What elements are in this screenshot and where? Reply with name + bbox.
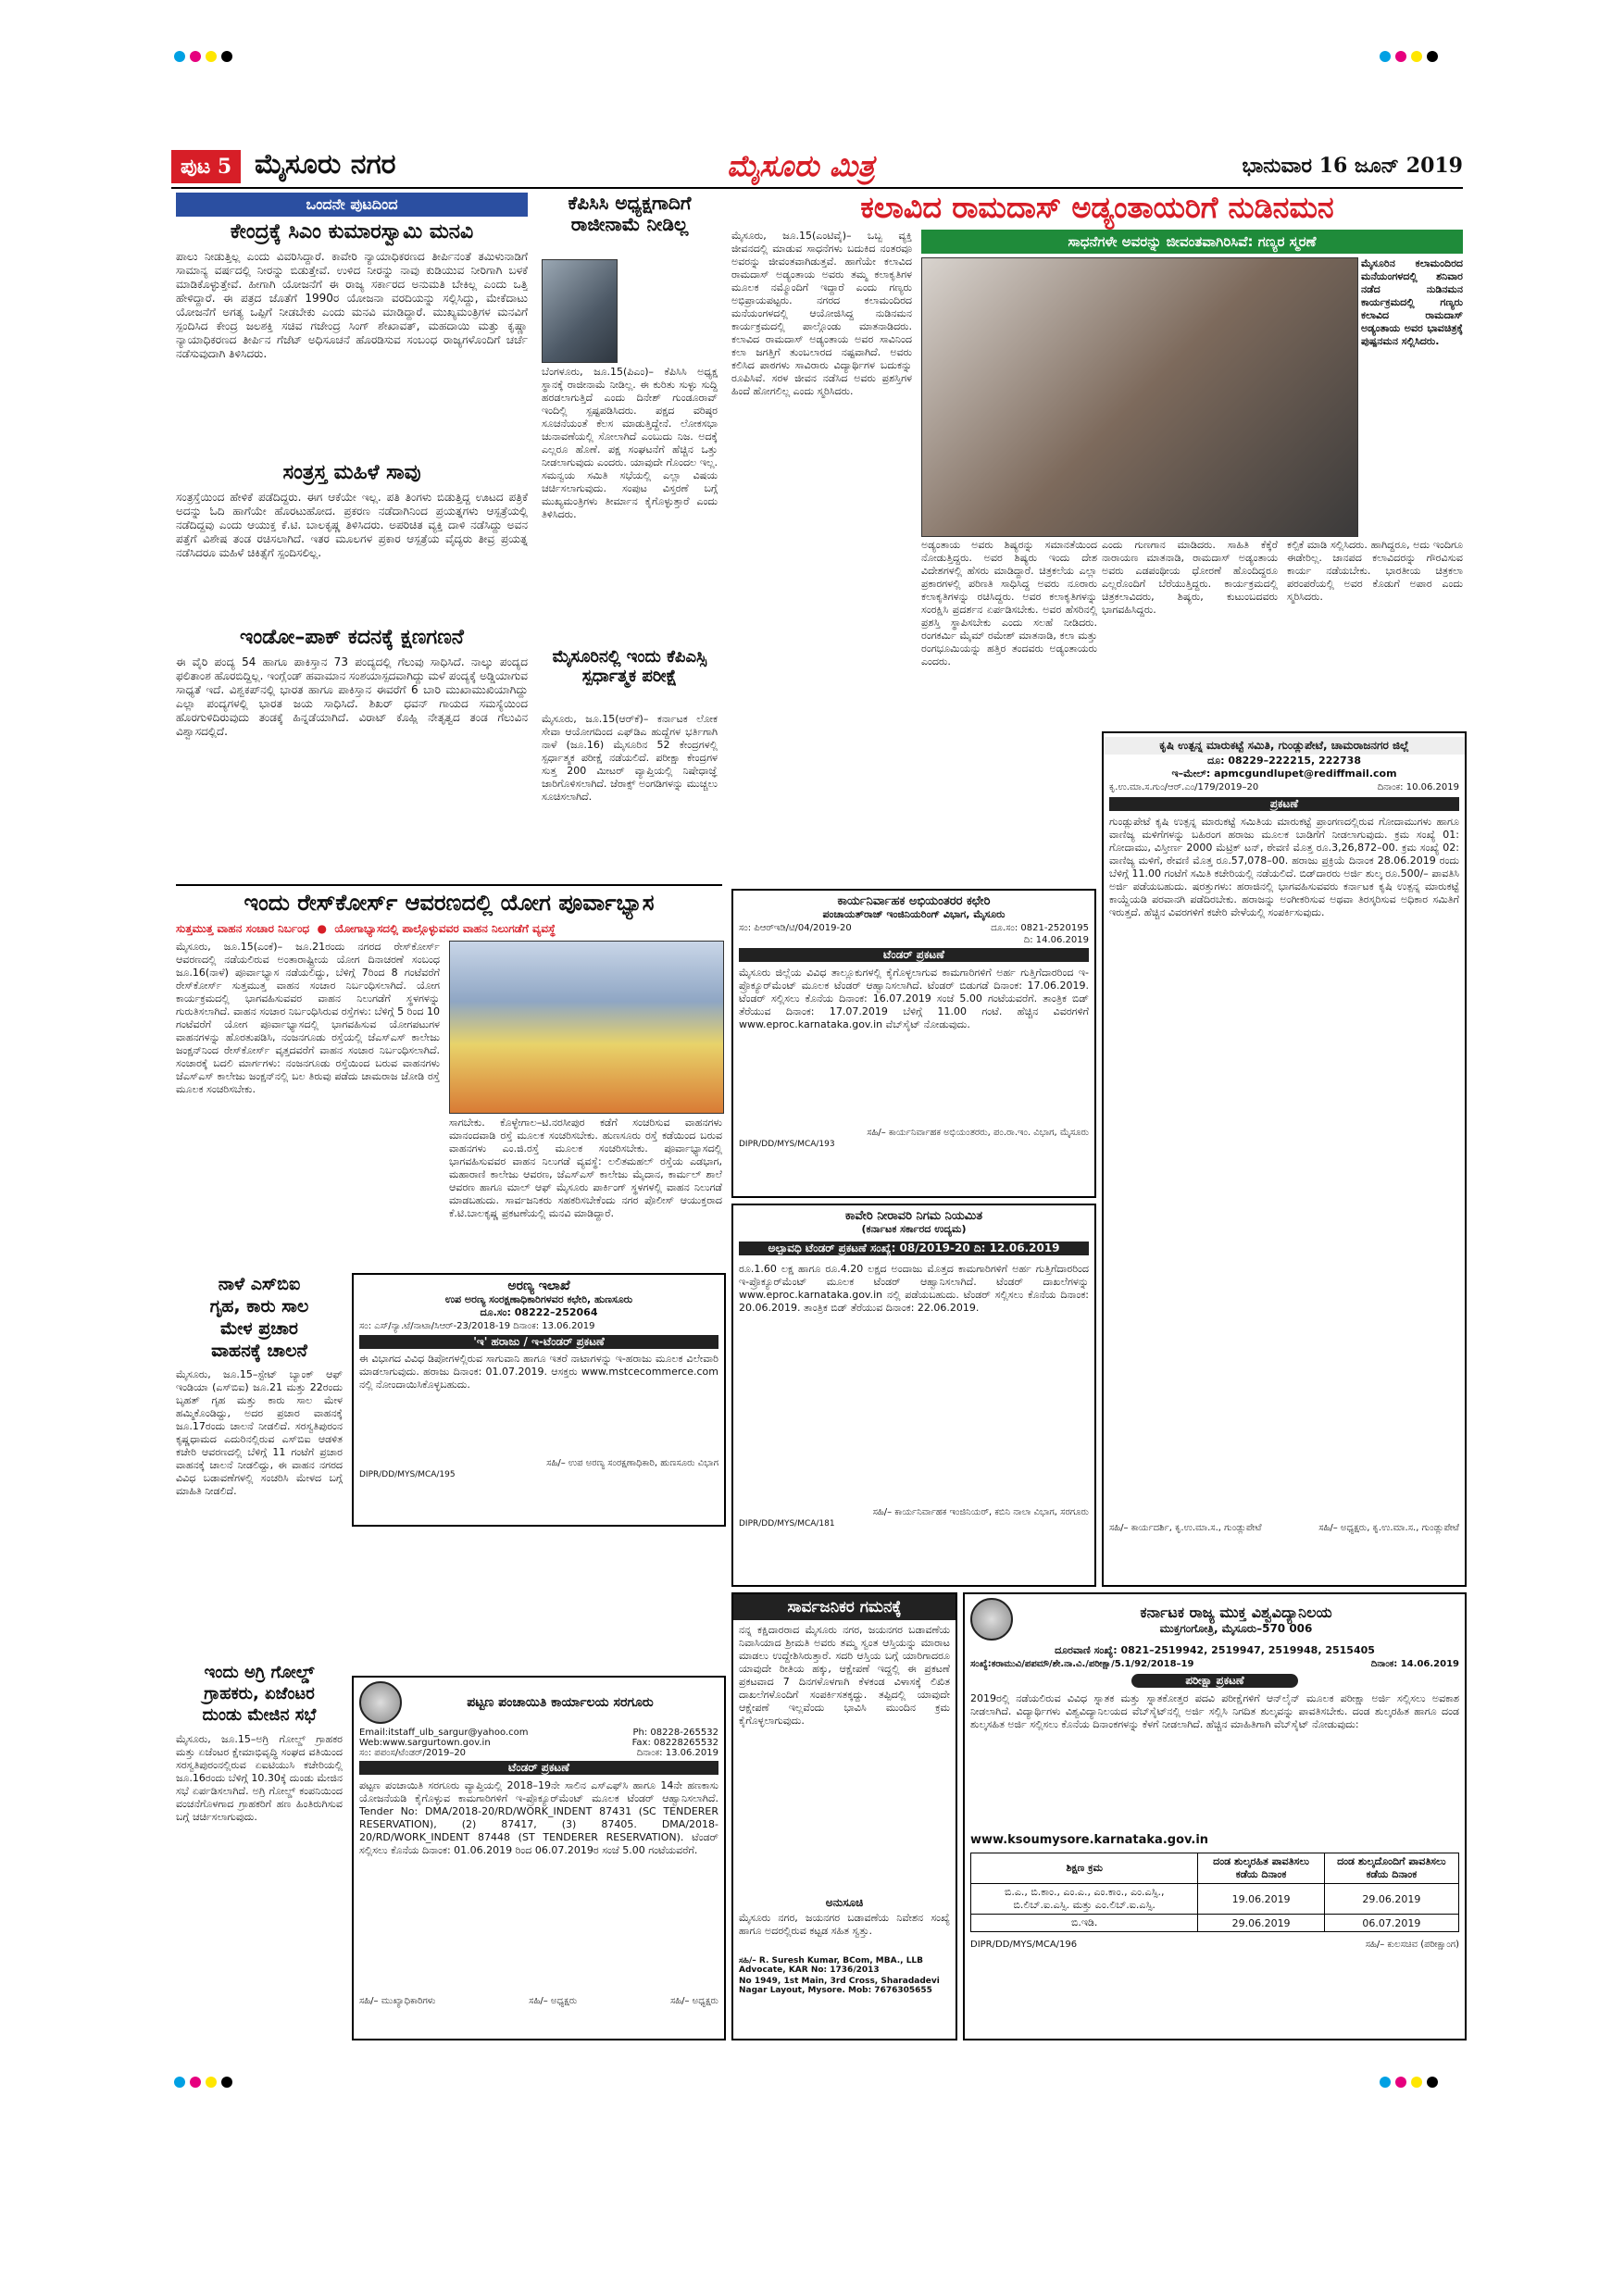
university-date: ದಿನಾಂಕ: 14.06.2019 <box>1370 1659 1459 1669</box>
table-header-date2: ದಂಡ ಶುಲ್ಕದೊಂದಿಗೆ ಪಾವತಿಸಲು ಕಡೆಯ ದಿನಾಂಕ <box>1324 1853 1458 1884</box>
table-row <box>971 1915 1459 1932</box>
tribute-subheadline: ಸಾಧನೆಗಳೇ ಅವರನ್ನು ಜೀವಂತವಾಗಿರಿಸಿವೆ: ಗಣ್ಯರ ಸ್ಮರಣೆ <box>921 230 1463 254</box>
section-title: ಮೈಸೂರು ನಗರ <box>255 148 396 181</box>
agri-market-ad <box>1102 731 1467 1587</box>
panchayat-sign-left: ಸಹಿ/– ಮುಖ್ಯಾಧಿಕಾರಿಗಳು <box>359 1996 436 2006</box>
public-notice-schedule: ಮೈಸೂರು ನಗರ, ಜಯನಗರ ಬಡಾವಣೆಯ ನಿವೇಶನ ಸಂಖ್ಯೆ ಹಾಗೂ ಅದರಲ್ಲಿರುವ ಕಟ್ಟಡ ಸಹಿತ ಸ್ವತ್ತು. <box>739 1912 950 1937</box>
tender1-subtitle: ಪಂಚಾಯತ್‌ರಾಜ್ ಇಂಜಿನಿಯರಿಂಗ್ ವಿಭಾಗ, ಮೈಸೂರು <box>822 908 1006 920</box>
panchayat-sign-mid: ಸಹಿ/– ಅಧ್ಯಕ್ಷರು <box>529 1996 578 2006</box>
agri-market-band: ಪ್ರಕಟಣೆ <box>1109 797 1459 811</box>
panchayat-email: Email:itstaff_ulb_sargur@yahoo.com <box>359 1728 529 1738</box>
tender2-subtitle: (ಕರ್ನಾಟಕ ಸರ್ಕಾರದ ಉದ್ಯಮ) <box>861 1223 967 1235</box>
yoga-top-rule <box>176 884 722 886</box>
tender1-ad <box>731 889 1096 1198</box>
tribute-headline: ಕಲಾವಿದ ರಾಮದಾಸ್ ಅಡ್ಯಂತಾಯರಿಗೆ ನುಡಿನಮನ <box>860 190 1334 225</box>
university-website: www.ksoumysore.karnataka.gov.in <box>970 1833 1209 1847</box>
public-notice-body: ನನ್ನ ಕಕ್ಷಿದಾರರಾದ ಮೈಸೂರು ನಗರ, ಜಯನಗರ ಬಡಾವಣೆಯ ನಿವಾಸಿಯಾದ ಶ್ರೀಮತಿ ಅವರು ತಮ್ಮ ಸ್ವಂತ ಆಸ್ತಿಯನ್ನು ಮಾರಾಟ ಮಾಡಲು ಉದ್ದೇಶಿಸಿರುತ್ತಾರೆ. ಸದರಿ ಆಸ್ತಿಯ ಬಗ್ಗೆ ಯಾರಿಗಾದರೂ ಯಾವುದೇ ರೀತಿಯ ಹಕ್ಕು, ಆಕ್ಷೇಪಣೆ ಇದ್ದಲ್ಲಿ ಈ ಪ್ರಕಟಣೆ ಪ್ರಕಟವಾದ 7 ದಿನಗಳೊಳಗಾಗಿ ಕೆಳಕಂಡ ವಿಳಾಸಕ್ಕೆ ಲಿಖಿತ ದಾಖಲೆಗಳೊಂದಿಗೆ ಸಂಪರ್ಕಿಸತಕ್ಕದ್ದು. ತಪ್ಪಿದಲ್ಲಿ ಯಾವುದೇ ಆಕ್ಷೇಪಣೆ ಇಲ್ಲವೆಂದು ಭಾವಿಸಿ ಮುಂದಿನ ಕ್ರಮ ಕೈಗೊಳ್ಳಲಾಗುವುದು. <box>739 1624 950 1727</box>
university-ad <box>963 1592 1467 2040</box>
forest-ad-subtitle: ಉಪ ಅರಣ್ಯ ಸಂರಕ್ಷಣಾಧಿಕಾರಿಗಳವರ ಕಛೇರಿ, ಹುಣಸೂರು <box>444 1293 633 1305</box>
panchayat-web: Web:www.sargurtown.gov.in <box>359 1738 491 1748</box>
public-notice-sign: ಸಹಿ/– R. Suresh Kumar, BCom, MBA., LLB Advocate, KAR No: 1736/2013 <box>739 1956 924 1975</box>
agri-headline-line-2: ಗ್ರಾಹಕರು, ಏಜೆಂಟರ <box>204 1684 315 1703</box>
table-cell-course: ಬಿ.ಇಡಿ. <box>971 1915 1198 1932</box>
cm-body: ಪಾಲು ನೀಡುತ್ತಿಲ್ಲ ಎಂದು ವಿವರಿಸಿದ್ದಾರೆ. ಕಾವೇರಿ ನ್ಯಾಯಾಧಿಕರಣದ ತೀರ್ಪಿನಂತೆ ತಮಿಳುನಾಡಿಗೆ ಸಾಮಾನ್ಯ ವರ್ಷದಲ್ಲಿ ನೀರನ್ನು ಬಿಡುತ್ತೇವೆ. ಉಳಿದ ನೀರನ್ನು ನಾವು ಕುಡಿಯುವ ನೀರಿಗಾಗಿ ಬಳಕೆ ಮಾಡಿಕೊಳ್ಳುತ್ತೇವೆ. ಹೀಗಾಗಿ ಯೋಜನೆಗೆ ಈ ರಾಜ್ಯ ಸರ್ಕಾರದ ಅನುಮತಿ ಬೇಕಿಲ್ಲ ಎಂದು ಒತ್ತಿ ಹೇಳಿದ್ದಾರೆ. ಈ ಪತ್ರದ ಜೊತೆಗೆ 1990ರ ಯೋಜನಾ ವರದಿಯನ್ನು ಸಲ್ಲಿಸಿದ್ದು, ಮೇಕೆದಾಟು ಯೋಜನೆಗೆ ಅಗತ್ಯ ಒಪ್ಪಿಗೆ ನೀಡಬೇಕು ಎಂದು ಮನವಿ ಮಾಡಿದ್ದಾರೆ. ಮುಖ್ಯಮಂತ್ರಿಗಳ ಮನವಿಗೆ ಸ್ಪಂದಿಸಿದ ಕೇಂದ್ರ ಜಲಶಕ್ತಿ ಸಚಿವ ಗಜೇಂದ್ರ ಸಿಂಗ್ ಶೇಖಾವತ್, ಮಹದಾಯಿ ಮತ್ತು ಕೃಷ್ಣಾ ನ್ಯಾಯಾಧಿಕರಣದ ತೀರ್ಪಿನ ಗೆಜೆಟ್ ಅಧಿಸೂಚನೆ ಹೊರಡಿಸುವ ಸಂಬಂಧ ರಾಜ್ಯಗಳೊಂದಿಗೆ ಚರ್ಚೆ ನಡೆಸುವುದಾಗಿ ತಿಳಿಸಿದರು. <box>176 250 528 360</box>
issue-date: ಭಾನುವಾರ 16 ಜೂನ್ 2019 <box>1242 154 1463 178</box>
agri-market-date: ದಿನಾಂಕ: 10.06.2019 <box>1377 782 1459 792</box>
cm-headline: ಕೇಂದ್ರಕ್ಕೆ ಸಿಎಂ ಕುಮಾರಸ್ವಾಮಿ ಮನವಿ <box>230 220 474 243</box>
table-header-date1: ದಂಡ ಶುಲ್ಕರಹಿತ ಪಾವತಿಸಲು ಕಡೆಯ ದಿನಾಂಕ <box>1198 1853 1324 1884</box>
forest-ad-phone: ದೂ.ಸಂ: 08222–252064 <box>480 1306 598 1318</box>
kpcc-portrait-photo <box>542 259 618 363</box>
agri-market-ref: ಕೃ.ಉ.ಮಾ.ಸ.ಗುಂ/ಆರ್.ಎಂ/179/2019–20 <box>1109 782 1259 792</box>
table-cell-date1: 29.06.2019 <box>1198 1915 1324 1932</box>
university-title: ಕರ್ನಾಟಕ ರಾಜ್ಯ ಮುಕ್ತ ವಿಶ್ವವಿದ್ಯಾನಿಲಯ <box>1140 1603 1332 1621</box>
agri-market-title: ಕೃಷಿ ಉತ್ಪನ್ನ ಮಾರುಕಟ್ಟೆ ಸಮಿತಿ, ಗುಂಡ್ಲುಪೇಟೆ, ಚಾಮರಾಜನಗರ ಜಿಲ್ಲೆ <box>1104 737 1465 755</box>
tender1-date: ದಿ: 14.06.2019 <box>1023 935 1089 945</box>
panchayat-seal <box>359 1681 402 1724</box>
panchayat-ref: ಸಂ: ಪಪಂಸ/ಟೆಂಡರ್/2019–20 <box>359 1748 467 1758</box>
panchayat-date: ದಿನಾಂಕ: 13.06.2019 <box>636 1748 718 1758</box>
panchayat-ad-title: ಪಟ್ಟಣ ಪಂಚಾಯಿತಿ ಕಾರ್ಯಾಲಯ ಸರಗೂರು <box>467 1695 654 1710</box>
masthead: ಮೈಸೂರು ಮಿತ್ರ <box>727 148 875 183</box>
agri-market-body: ಗುಂಡ್ಲುಪೇಟೆ ಕೃಷಿ ಉತ್ಪನ್ನ ಮಾರುಕಟ್ಟೆ ಸಮಿತಿಯ ಮಾರುಕಟ್ಟೆ ಪ್ರಾಂಗಣದಲ್ಲಿರುವ ಗೋದಾಮುಗಳು ಹಾಗೂ ವಾಣಿಜ್ಯ ಮಳಿಗೆಗಳನ್ನು ಬಹಿರಂಗ ಹರಾಜು ಮೂಲಕ ಬಾಡಿಗೆಗೆ ನೀಡಲಾಗುವುದು. ಕ್ರಮ ಸಂಖ್ಯೆ 01: ಗೋದಾಮು, ವಿಸ್ತೀರ್ಣ 2000 ಮೆಟ್ರಿಕ್ ಟನ್, ಠೇವಣಿ ಮೊತ್ತ ರೂ.3,26,872–00. ಕ್ರಮ ಸಂಖ್ಯೆ 02: ವಾಣಿಜ್ಯ ಮಳಿಗೆ, ಠೇವಣಿ ಮೊತ್ತ ರೂ.57,078–00. ಹರಾಜು ಪ್ರಕ್ರಿಯೆ ದಿನಾಂಕ 28.06.2019 ರಂದು ಬೆಳಿಗ್ಗೆ 11.00 ಗಂಟೆಗೆ ಸಮಿತಿ ಕಚೇರಿಯಲ್ಲಿ ನಡೆಯಲಿದೆ. ಬಿಡ್‌ದಾರರು ಅರ್ಜಿ ಶುಲ್ಕ ರೂ.500/– ಪಾವತಿಸಿ ಅರ್ಜಿ ಪಡೆಯಬಹುದು. ಷರತ್ತುಗಳು: ಹರಾಜಿನಲ್ಲಿ ಭಾಗವಹಿಸುವವರು ಕರ್ನಾಟಕ ಕೃಷಿ ಉತ್ಪನ್ನ ಮಾರುಕಟ್ಟೆ ಕಾಯ್ದೆಯಡಿ ಪರವಾನಗಿ ಪಡೆದಿರಬೇಕು. ಹರಾಜನ್ನು ಅಂಗೀಕರಿಸುವ ಅಥವಾ ತಿರಸ್ಕರಿಸುವ ಅಧಿಕಾರ ಸಮಿತಿಗೆ ಇರುತ್ತದೆ. ಹೆಚ್ಚಿನ ವಿವರಗಳಿಗೆ ಕಚೇರಿ ವೇಳೆಯಲ್ಲಿ ಸಂಪರ್ಕಿಸುವುದು. <box>1109 816 1459 918</box>
continuation-bar: ಒಂದನೇ ಪುಟದಿಂದ <box>176 193 528 217</box>
panchayat-sign-right: ಸಹಿ/– ಅಧ್ಯಕ್ಷರು <box>669 1996 718 2006</box>
table-cell-course: ಬಿ.ಎ., ಬಿ.ಕಾಂ., ಎಂ.ಎ., ಎಂ.ಕಾಂ., ಎಂ.ಎಸ್ಸಿ., ಬಿ.ಲಿಬ್.ಐ.ಎಸ್ಸಿ. ಮತ್ತು ಎಂ.ಲಿಬ್.ಐ.ಎಸ್ಸಿ. <box>971 1884 1198 1915</box>
yoga-kickers: ಸುತ್ತಮುತ್ತ ವಾಹನ ಸಂಚಾರ ನಿರ್ಬಂಧ ● ಯೋಗಾಭ್ಯಾಸದಲ್ಲಿ ಪಾಲ್ಗೊಳ್ಳುವವರ ವಾಹನ ನಿಲುಗಡೆಗೆ ವ್ಯವಸ್ಥೆ <box>176 922 556 935</box>
agri-market-sign-left: ಸಹಿ/– ಕಾರ್ಯದರ್ಶಿ, ಕೃ.ಉ.ಮಾ.ಸ., ಗುಂಡ್ಲುಪೇಟೆ <box>1109 1523 1262 1533</box>
bank-body: ಮೈಸೂರು, ಜೂ.15–ಸ್ಟೇಟ್ ಬ್ಯಾಂಕ್ ಆಫ್ ಇಂಡಿಯಾ (ಎಸ್‌ಬಿಐ) ಜೂ.21 ಮತ್ತು 22ರಂದು ಬೃಹತ್ ಗೃಹ ಮತ್ತು ಕಾರು ಸಾಲ ಮೇಳ ಹಮ್ಮಿಕೊಂಡಿದ್ದು, ಅದರ ಪ್ರಚಾರ ವಾಹನಕ್ಕೆ ಜೂ.17ರಂದು ಚಾಲನೆ ನೀಡಲಿದೆ. ಸರಸ್ವತಿಪುರಂನ ಕೃಷ್ಣಧಾಮದ ಎದುರಿನಲ್ಲಿರುವ ಎಸ್‌ಬಿಐ ಆಡಳಿತ ಕಚೇರಿ ಆವರಣದಲ್ಲಿ ಬೆಳಿಗ್ಗೆ 11 ಗಂಟೆಗೆ ಪ್ರಚಾರ ವಾಹನಕ್ಕೆ ಚಾಲನೆ ನೀಡಲಿದ್ದು, ಈ ವಾಹನ ನಗರದ ವಿವಿಧ ಬಡಾವಣೆಗಳಲ್ಲಿ ಸಂಚರಿಸಿ ಮೇಳದ ಬಗ್ಗೆ ಮಾಹಿತಿ ನೀಡಲಿದೆ. <box>176 1368 343 1497</box>
kpcc-body: ಬೆಂಗಳೂರು, ಜೂ.15(ಪಿಎಂ)– ಕೆಪಿಸಿಸಿ ಅಧ್ಯಕ್ಷ ಸ್ಥಾನಕ್ಕೆ ರಾಜೀನಾಮೆ ನೀಡಿಲ್ಲ. ಈ ಕುರಿತು ಸುಳ್ಳು ಸುದ್ದಿ ಹರಡಲಾಗುತ್ತಿದೆ ಎಂದು ದಿನೇಶ್ ಗುಂಡೂರಾವ್ ಇಂದಿಲ್ಲಿ ಸ್ಪಷ್ಟಪಡಿಸಿದರು. ಪಕ್ಷದ ವರಿಷ್ಠರ ಸೂಚನೆಯಂತೆ ಕೆಲಸ ಮಾಡುತ್ತಿದ್ದೇನೆ. ಲೋಕಸಭಾ ಚುನಾವಣೆಯಲ್ಲಿ ಸೋಲಾಗಿದೆ ಎಂಬುದು ನಿಜ. ಅದಕ್ಕೆ ಎಲ್ಲರೂ ಹೊಣೆ. ಪಕ್ಷ ಸಂಘಟನೆಗೆ ಹೆಚ್ಚಿನ ಒತ್ತು ನೀಡಲಾಗುವುದು ಎಂದರು. ಯಾವುದೇ ಗೊಂದಲ ಇಲ್ಲ. ಸಮನ್ವಯ ಸಮಿತಿ ಸಭೆಯಲ್ಲಿ ಎಲ್ಲಾ ವಿಷಯ ಚರ್ಚಿಸಲಾಗುವುದು. ಸಂಪುಟ ವಿಸ್ತರಣೆ ಬಗ್ಗೆ ಮುಖ್ಯಮಂತ್ರಿಗಳು ತೀರ್ಮಾನ ಕೈಗೊಳ್ಳುತ್ತಾರೆ ಎಂದು ತಿಳಿಸಿದರು. <box>542 366 718 520</box>
university-code: DIPR/DD/MYS/MCA/196 <box>970 1940 1078 1950</box>
forest-ad-ref: ಸಂ: ಎಸ್/ನ್ಯಾ.ಟೆ/ನಾಟಾ/ಸಿಆರ್-23/2018-19 ದಿನಾಂಕ: 13.06.2019 <box>359 1321 595 1331</box>
tender2-body: ರೂ.1.60 ಲಕ್ಷ ಹಾಗೂ ರೂ.4.20 ಲಕ್ಷದ ಅಂದಾಜು ಮೊತ್ತದ ಕಾಮಗಾರಿಗಳಿಗೆ ಅರ್ಹ ಗುತ್ತಿಗೆದಾರರಿಂದ ಇ-ಪ್ರೊಕ್ಯೂರ್‌ಮೆಂಟ್ ಮೂಲಕ ಟೆಂಡರ್ ಆಹ್ವಾನಿಸಲಾಗಿದೆ. ಟೆಂಡರ್ ದಾಖಲೆಗಳನ್ನು www.eproc.karnataka.gov.in ನಲ್ಲಿ ಪಡೆಯಬಹುದು. ಟೆಂಡರ್ ಸಲ್ಲಿಸಲು ಕೊನೆಯ ದಿನಾಂಕ: 20.06.2019. ತಾಂತ್ರಿಕ ಬಿಡ್ ತೆರೆಯುವ ದಿನಾಂಕ: 22.06.2019. <box>739 1263 1089 1314</box>
panchayat-phone: Ph: 08228-265532 <box>632 1728 718 1738</box>
panchayat-body: ಪಟ್ಟಣ ಪಂಚಾಯಿತಿ ಸರಗೂರು ವ್ಯಾಪ್ತಿಯಲ್ಲಿ 2018–19ನೇ ಸಾಲಿನ ಎಸ್‌ಎಫ್‌ಸಿ ಹಾಗೂ 14ನೇ ಹಣಕಾಸು ಯೋಜನೆಯಡಿ ಕೈಗೊಳ್ಳುವ ಕಾಮಗಾರಿಗಳಿಗೆ ಇ-ಪ್ರೊಕ್ಯೂರ್‌ಮೆಂಟ್ ಮೂಲಕ ಟೆಂಡರ್ ಆಹ್ವಾನಿಸಲಾಗಿದೆ. Tender No: DMA/2018-20/RD/WORK_INDENT 87431 (SC TENDERER RESERVATION), (2) 87417, (3) 87405. DMA/2018-20/RD/WORK_INDENT 87448 (ST TENDERER RESERVATION). ಟೆಂಡರ್ ಸಲ್ಲಿಸಲು ಕೊನೆಯ ದಿನಾಂಕ: 01.06.2019 ರಿಂದ 06.07.2019ರ ಸಂಜೆ 5.00 ಗಂಟೆಯವರೆಗೆ. <box>359 1779 718 1856</box>
university-band: ಪರೀಕ್ಷಾ ಪ್ರಕಟಣೆ <box>1131 1674 1298 1688</box>
tribute-body-right: ಎಂದು ಗುಣಗಾನ ಮಾಡಿದರು. ಸಾಹಿತಿ ಕೆಕ್ಕೆರೆ ನಾರಾಯಣ ಮಾತನಾಡಿ, ರಾಮದಾಸ್ ಅಡ್ಯಂತಾಯ ಅವರು ಎಡಪಂಥೀಯ ಧೋರಣೆ ಹೊಂದಿದ್ದರೂ ಎಲ್ಲರೊಂದಿಗೆ ಬೆರೆಯುತ್ತಿದ್ದರು. ಕಾರ್ಯಕ್ರಮದಲ್ಲಿ ಚಿತ್ರಕಲಾವಿದರು, ಶಿಷ್ಯರು, ಕುಟುಂಬದವರು ಭಾಗವಹಿಸಿದ್ದರು. <box>1102 539 1278 616</box>
tribute-caption: ಮೈಸೂರಿನ ಕಲಾಮಂದಿರದ ಮನೆಯಂಗಳದಲ್ಲಿ ಶನಿವಾರ ನಡೆದ ನುಡಿನಮನ ಕಾರ್ಯಕ್ರಮದಲ್ಲಿ ಗಣ್ಯರು ಕಲಾವಿದ ರಾಮದಾಸ್ ಅಡ್ಯಂತಾಯ ಅವರ ಭಾವಚಿತ್ರಕ್ಕೆ ಪುಷ್ಪನಮನ ಸಲ್ಲಿಸಿದರು. <box>1361 257 1463 347</box>
agri-market-sign-right: ಸಹಿ/– ಅಧ್ಯಕ್ಷರು, ಕೃ.ಉ.ಮಾ.ಸ., ಗುಂಡ್ಲುಪೇಟೆ <box>1318 1523 1459 1533</box>
registration-marks-top <box>174 48 237 66</box>
tribute-event-photo <box>921 257 1358 537</box>
yoga-headline: ಇಂದು ರೇಸ್‌ಕೋರ್ಸ್ ಆವರಣದಲ್ಲಿ ಯೋಗ ಪೂರ್ವಾಭ್ಯಾಸ <box>244 890 655 916</box>
tender1-band: ಟೆಂಡರ್ ಪ್ರಕಟಣೆ <box>739 948 1089 962</box>
kpcc-headline: ಕೆಪಿಸಿಸಿ ಅಧ್ಯಕ್ಷಗಾದಿಗೆ ರಾಜೀನಾಮೆ ನೀಡಿಲ್ಲ <box>568 192 692 235</box>
public-notice-schedule-title: ಅನುಸೂಚಿ <box>825 1896 864 1909</box>
bank-headline-line-2: ಗೃಹ, ಕಾರು ಸಾಲ <box>209 1296 309 1316</box>
bank-headline <box>176 1273 343 1362</box>
agri-body: ಮೈಸೂರು, ಜೂ.15–ಅಗ್ರಿ ಗೋಲ್ಡ್ ಗ್ರಾಹಕರ ಮತ್ತು ಏಜೆಂಟರ ಕ್ಷೇಮಾಭಿವೃದ್ಧಿ ಸಂಘದ ವತಿಯಿಂದ ಸರಸ್ವತಿಪುರಂನಲ್ಲಿರುವ ಏಐಟಿಯುಸಿ ಕಚೇರಿಯಲ್ಲಿ ಜೂ.16ರಂದು ಬೆಳಿಗ್ಗೆ 10.30ಕ್ಕೆ ದುಂಡು ಮೇಜಿನ ಸಭೆ ಏರ್ಪಡಿಸಲಾಗಿದೆ. ಅಗ್ರಿ ಗೋಲ್ಡ್ ಕಂಪನಿಯಿಂದ ವಂಚನೆಗೊಳಗಾದ ಗ್ರಾಹಕರಿಗೆ ಹಣ ಹಿಂತಿರುಗಿಸುವ ಬಗ್ಗೆ ಚರ್ಚಿಸಲಾಗುವುದು. <box>176 1733 343 1823</box>
yoga-body-right: ಸಾಗಬೇಕು. ಕೊಳ್ಳೇಗಾಲ–ಟಿ.ನರಸೀಪುರ ಕಡೆಗೆ ಸಂಚರಿಸುವ ವಾಹನಗಳು ಮಾನಂದವಾಡಿ ರಸ್ತೆ ಮೂಲಕ ಸಂಚರಿಸಬೇಕು. ಹುಣಸೂರು ರಸ್ತೆ ಕಡೆಯಿಂದ ಬರುವ ವಾಹನಗಳು ಎಂ.ಜಿ.ರಸ್ತೆ ಮೂಲಕ ಸಂಚರಿಸಬೇಕು. ಪೂರ್ವಾಭ್ಯಾಸದಲ್ಲಿ ಭಾಗವಹಿಸುವವರ ವಾಹನ ನಿಲುಗಡೆ ವ್ಯವಸ್ಥೆ: ಲಲಿತಮಹಲ್ ರಸ್ತೆಯ ಎಡಭಾಗ, ಮಹಾರಾಣಿ ಕಾಲೇಜು ಆವರಣ, ಜೆಎಸ್ಎಸ್ ಕಾಲೇಜು ಮೈದಾನ, ಕಾರ್ಮಲ್ ಶಾಲೆ ಆವರಣ ಹಾಗೂ ಮಾಲ್ ಆಫ್ ಮೈಸೂರು ಪಾರ್ಕಿಂಗ್ ಸ್ಥಳಗಳಲ್ಲಿ ವಾಹನ ನಿಲುಗಡೆ ಮಾಡಬಹುದು. ಸಾರ್ವಜನಿಕರು ಸಹಕರಿಸಬೇಕೆಂದು ನಗರ ಪೊಲೀಸ್ ಆಯುಕ್ತರಾದ ಕೆ.ಟಿ.ಬಾಲಕೃಷ್ಣ ಪ್ರಕಟಣೆಯಲ್ಲಿ ಮನವಿ ಮಾಡಿದ್ದಾರೆ. <box>449 1117 722 1219</box>
registration-marks-bottom-right <box>1380 2074 1443 2091</box>
forest-ad <box>352 1273 726 1527</box>
university-seal <box>970 1598 1013 1641</box>
forest-ad-band: 'ಇ' ಹರಾಜು / ಇ-ಟೆಂಡರ್ ಪ್ರಕಟಣೆ <box>359 1335 718 1349</box>
tender1-code: DIPR/DD/MYS/MCA/193 <box>739 1140 835 1149</box>
forest-ad-body: ಈ ವಿಭಾಗದ ವಿವಿಧ ಡಿಪೋಗಳಲ್ಲಿರುವ ಸಾಗುವಾನಿ ಹಾಗೂ ಇತರೆ ನಾಟಾಗಳನ್ನು ಇ-ಹರಾಜು ಮೂಲಕ ವಿಲೇವಾರಿ ಮಾಡಲಾಗುವುದು. ಹರಾಜು ದಿನಾಂಕ: 01.07.2019. ಆಸಕ್ತರು www.mstcecommerce.com ನಲ್ಲಿ ನೋಂದಾಯಿಸಿಕೊಳ್ಳಬಹುದು. <box>359 1353 718 1391</box>
tender1-title: ಕಾರ್ಯನಿರ್ವಾಹಕ ಅಭಿಯಂತರರ ಕಛೇರಿ <box>837 894 991 908</box>
table-cell-date1: 19.06.2019 <box>1198 1884 1324 1915</box>
woman-headline: ಸಂತ್ರಸ್ತ ಮಹಿಳೆ ಸಾವು <box>282 461 421 484</box>
university-ref: ಸಂಖ್ಯೆ:ಕರಾಮುವಿ/ಪಪಮೌ/ಶೇ.ನಾ.ವಿ./ಪರೀಕ್ಷಾ/5.1/92/2018–19 <box>970 1659 1194 1669</box>
cricket-body: ಈ ವೈರಿ ಪಂದ್ಯ 54 ಹಾಗೂ ಪಾಕಿಸ್ತಾನ 73 ಪಂದ್ಯದಲ್ಲಿ ಗೆಲುವು ಸಾಧಿಸಿದೆ. ನಾಲ್ಕು ಪಂದ್ಯದ ಫಲಿತಾಂಶ ಹೊರಬಿದ್ದಿಲ್ಲ. ಇಂಗ್ಲೆಂಡ್ ಹವಾಮಾನ ಸಂಶಯಾಸ್ಪದವಾಗಿದ್ದು ಮಳೆ ಪಂದ್ಯಕ್ಕೆ ಅಡ್ಡಿಯಾಗುವ ಸಾಧ್ಯತೆ ಇದೆ. ವಿಶ್ವಕಪ್‌ನಲ್ಲಿ ಭಾರತ ಹಾಗೂ ಪಾಕಿಸ್ತಾನ ಈವರೆಗೆ 6 ಬಾರಿ ಮುಖಾಮುಖಿಯಾಗಿದ್ದು ಎಲ್ಲಾ ಪಂದ್ಯಗಳಲ್ಲಿ ಭಾರತ ಜಯ ಸಾಧಿಸಿದೆ. ಶಿಖರ್ ಧವನ್ ಗಾಯದ ಸಮಸ್ಯೆಯಿಂದ ಹೊರಗುಳಿದಿರುವುದು ತಂಡಕ್ಕೆ ಹಿನ್ನಡೆಯಾಗಿದೆ. ವಿರಾಟ್ ಕೊಹ್ಲಿ ನೇತೃತ್ವದ ತಂಡ ಗೆಲುವಿನ ವಿಶ್ವಾಸದಲ್ಲಿದೆ. <box>176 655 528 738</box>
tender2-ad <box>731 1204 1096 1587</box>
agri-headline-line-3: ದುಂಡು ಮೇಜಿನ ಸಭೆ <box>202 1705 317 1725</box>
agri-headline <box>176 1662 343 1726</box>
tender1-ref: ಸಂ: ಪಿಆರ್‌ಇಡಿ/ಟಿ/04/2019-20 <box>739 923 852 933</box>
tribute-body-left: ಮೈಸೂರು, ಜೂ.15(ಎಂಟಿವೈ)– ಒಬ್ಬ ವ್ಯಕ್ತಿ ಜೀವನದಲ್ಲಿ ಮಾಡುವ ಸಾಧನೆಗಳು ಬದುಕಿದ ನಂತರವೂ ಅವರನ್ನು ಜೀವಂತವಾಗಿಡುತ್ತವೆ. ಹಾಗೆಯೇ ಕಲಾವಿದ ರಾಮದಾಸ್ ಅಡ್ಯಂತಾಯ ಅವರು ತಮ್ಮ ಕಲಾಕೃತಿಗಳ ಮೂಲಕ ನಮ್ಮೊಂದಿಗೆ ಇದ್ದಾರೆ ಎಂದು ಗಣ್ಯರು ಅಭಿಪ್ರಾಯಪಟ್ಟರು. ನಗರದ ಕಲಾಮಂದಿರದ ಮನೆಯಂಗಳದಲ್ಲಿ ಆಯೋಜಿಸಿದ್ದ ನುಡಿನಮನ ಕಾರ್ಯಕ್ರಮದಲ್ಲಿ ಪಾಲ್ಗೊಂಡು ಮಾತನಾಡಿದರು. ಕಲಾವಿದ ರಾಮದಾಸ್ ಅಡ್ಯಂತಾಯ ಅವರ ಸಾವಿನಿಂದ ಕಲಾ ಜಗತ್ತಿಗೆ ತುಂಬಲಾರದ ನಷ್ಟವಾಗಿದೆ. ಅವರು ಕಲಿಸಿದ ಪಾಠಗಳು ಸಾವಿರಾರು ವಿದ್ಯಾರ್ಥಿಗಳ ಬದುಕನ್ನು ರೂಪಿಸಿವೆ. ಸರಳ ಜೀವನ ನಡೆಸಿದ ಅವರು ಪ್ರಶಸ್ತಿಗಳ ಹಿಂದೆ ಹೋಗಲಿಲ್ಲ ಎಂದು ಸ್ಮರಿಸಿದರು. <box>731 230 912 397</box>
tribute-body-far: ಕಲ್ಪಿಕೆ ಮಾಡಿ ಸಲ್ಲಿಸಿದರು. ಹಾಗಿದ್ದರೂ, ಅದು ಇಂದಿಗೂ ಈಡೇರಿಲ್ಲ. ಜಾನಪದ ಕಲಾವಿದರನ್ನು ಗೌರವಿಸುವ ಕಾರ್ಯ ನಡೆಯಬೇಕು. ಭಾರತೀಯ ಚಿತ್ರಕಲಾ ಪರಂಪರೆಯಲ್ಲಿ ಅವರ ಕೊಡುಗೆ ಅಪಾರ ಎಂದು ಸ್ಮರಿಸಿದರು. <box>1287 539 1463 603</box>
tender2-band: ಅಲ್ಪಾವಧಿ ಟೆಂಡರ್ ಪ್ರಕಟಣೆ ಸಂಖ್ಯೆ: 08/2019-20 ದಿ: 12.06.2019 <box>739 1242 1089 1255</box>
tender2-code: DIPR/DD/MYS/MCA/181 <box>739 1519 835 1529</box>
yoga-photo <box>449 941 724 1114</box>
table-header-course: ಶಿಕ್ಷಣ ಕ್ರಮ <box>971 1853 1198 1884</box>
university-sign: ಸಹಿ/– ಕುಲಸಚಿವ (ಪರೀಕ್ಷಾಂಗ) <box>1365 1940 1459 1950</box>
yoga-body-left: ಮೈಸೂರು, ಜೂ.15(ಎಂಕೆ)– ಜೂ.21ರಂದು ನಗರದ ರೇಸ್‌ಕೋರ್ಸ್ ಆವರಣದಲ್ಲಿ ನಡೆಯಲಿರುವ ಅಂತಾರಾಷ್ಟ್ರೀಯ ಯೋಗ ದಿನಾಚರಣೆ ಸಂಬಂಧ ಜೂ.16(ನಾಳೆ) ಪೂರ್ವಾಭ್ಯಾಸ ನಡೆಯಲಿದ್ದು, ಬೆಳಿಗ್ಗೆ 7ರಿಂದ 8 ಗಂಟೆವರೆಗೆ ರೇಸ್‌ಕೋರ್ಸ್ ಸುತ್ತಮುತ್ತ ವಾಹನ ಸಂಚಾರ ನಿರ್ಬಂಧಿಸಲಾಗಿದೆ. ಯೋಗ ಕಾರ್ಯಕ್ರಮದಲ್ಲಿ ಭಾಗವಹಿಸುವವರ ವಾಹನ ನಿಲುಗಡೆಗೆ ಸ್ಥಳಗಳನ್ನು ಗುರುತಿಸಲಾಗಿದೆ. ವಾಹನ ಸಂಚಾರ ನಿರ್ಬಂಧಿಸಿರುವ ರಸ್ತೆಗಳು: ಬೆಳಿಗ್ಗೆ 5 ರಿಂದ 10 ಗಂಟೆವರೆಗೆ ಯೋಗ ಪೂರ್ವಾಭ್ಯಾಸದಲ್ಲಿ ಭಾಗವಹಿಸುವ ಯೋಗಪಟುಗಳ ವಾಹನಗಳನ್ನು ಹೊರತುಪಡಿಸಿ, ನಂಜನಗೂಡು ರಸ್ತೆಯಲ್ಲಿ ಜೆಎಸ್ಎಸ್ ಕಾಲೇಜು ಜಂಕ್ಷನ್‌ನಿಂದ ರೇಸ್‌ಕೋರ್ಸ್ ವೃತ್ತದವರೆಗೆ ವಾಹನ ಸಂಚಾರ ನಿರ್ಬಂಧಿಸಲಾಗಿದೆ. ಸಂಚಾರಕ್ಕೆ ಬದಲಿ ಮಾರ್ಗಗಳು: ನಂಜನಗೂಡು ರಸ್ತೆಯಿಂದ ಬರುವ ವಾಹನಗಳು ಜೆಎಸ್ಎಸ್ ಕಾಲೇಜು ಜಂಕ್ಷನ್‌ನಲ್ಲಿ ಬಲ ತಿರುವು ಪಡೆದು ಚಾಮರಾಜ ಜೋಡಿ ರಸ್ತೆ ಮೂಲಕ ಸಂಚರಿಸಬೇಕು. <box>176 941 440 1095</box>
bank-headline-line-1: ನಾಳೆ ಎಸ್‌ಬಿಐ <box>218 1274 301 1294</box>
bank-headline-line-4: ವಾಹನಕ್ಕೆ ಚಾಲನೆ <box>211 1341 307 1361</box>
exam-headline: ಮೈಸೂರಿನಲ್ಲಿ ಇಂದು ಕೆಪಿಎಸ್ಸಿ ಸ್ಪರ್ಧಾತ್ಮಕ ಪರೀಕ್ಷೆ <box>552 647 707 686</box>
public-notice <box>731 1592 957 2040</box>
table-cell-date2: 06.07.2019 <box>1324 1915 1458 1932</box>
panchayat-fax: Fax: 08228265532 <box>631 1738 718 1748</box>
table-cell-date2: 29.06.2019 <box>1324 1884 1458 1915</box>
panchayat-band: ಟೆಂಡರ್ ಪ್ರಕಟಣೆ <box>359 1761 718 1775</box>
public-notice-title: ಸಾರ್ವಜನಿಕರ ಗಮನಕ್ಕೆ <box>733 1594 956 1620</box>
registration-marks-top-right <box>1380 48 1443 66</box>
tender1-sign: ಸಹಿ/– ಕಾರ್ಯನಿರ್ವಾಹಕ ಅಭಿಯಂತರರು, ಪಂ.ರಾ.ಇಂ. ವಿಭಾಗ, ಮೈಸೂರು <box>867 1128 1089 1138</box>
forest-ad-code: DIPR/DD/MYS/MCA/195 <box>359 1470 456 1479</box>
bank-headline-line-3: ಮೇಳ ಪ್ರಚಾರ <box>220 1318 298 1339</box>
yoga-kicker-1: ಸುತ್ತಮುತ್ತ ವಾಹನ ಸಂಚಾರ ನಿರ್ಬಂಧ <box>176 922 310 935</box>
yoga-kicker-2: ಯೋಗಾಭ್ಯಾಸದಲ್ಲಿ ಪಾಲ್ಗೊಳ್ಳುವವರ ವಾಹನ ನಿಲುಗಡೆಗೆ ವ್ಯವಸ್ಥೆ <box>334 922 556 935</box>
woman-body: ಸಂತ್ರಸ್ತೆಯಿಂದ ಹೇಳಿಕೆ ಪಡೆದಿದ್ದರು. ಈಗ ಆಕೆಯೇ ಇಲ್ಲ. ಪತಿ ತಿಂಗಳು ಬಿಡುತ್ತಿದ್ದ ಊಟದ ಪತ್ರಿಕೆ ಅದನ್ನು ಓದಿ ಹಾಗೆಯೇ ಹೊರಟುಹೋದ. ಪ್ರಕರಣ ನಡೆದಾಗಿನಿಂದ ಪ್ರಯತ್ನಗಳು ಆಸ್ಪತ್ರೆಯಲ್ಲಿ ನಡೆದಿದ್ದವು ಎಂದು ಆಯುಕ್ತ ಕೆ.ಟಿ. ಬಾಲಕೃಷ್ಣ ತಿಳಿಸಿದರು. ಅಪರಿಚಿತ ವ್ಯಕ್ತಿ ದಾಳಿ ನಡೆಸಿದ್ದು ಅವನ ಪತ್ತೆಗೆ ವಿಶೇಷ ತಂಡ ರಚಿಸಲಾಗಿದೆ. ಇತರ ಮೂಲಗಳ ಪ್ರಕಾರ ಆಸ್ಪತ್ರೆಯ ವೈದ್ಯರು ತೀವ್ರ ಪ್ರಯತ್ನ ನಡೆಸಿದರೂ ಮಹಿಳೆ ಚಿಕಿತ್ಸೆಗೆ ಸ್ಪಂದಿಸಲಿಲ್ಲ. <box>176 491 528 559</box>
tender2-sign: ಸಹಿ/– ಕಾರ್ಯನಿರ್ವಾಹಕ ಇಂಜಿನಿಯರ್, ಕಬಿನಿ ನಾಲಾ ವಿಭಾಗ, ಸರಗೂರು <box>872 1507 1089 1517</box>
cricket-headline: ಇಂಡೋ–ಪಾಕ್ ಕದನಕ್ಕೆ ಕ್ಷಣಗಣನೆ <box>240 626 464 649</box>
tender2-title: ಕಾವೇರಿ ನೀರಾವರಿ ನಿಗಮ ನಿಯಮಿತ <box>844 1209 983 1223</box>
forest-ad-title: ಅರಣ್ಯ ಇಲಾಖೆ <box>507 1279 570 1293</box>
university-phone: ದೂರವಾಣಿ ಸಂಖ್ಯೆ: 0821–2519942, 2519947, 2519948, 2515405 <box>1055 1644 1375 1656</box>
agri-market-email: ಇ–ಮೇಲ್: apmcgundlupet@rediffmail.com <box>1171 767 1397 780</box>
agri-market-phone: ದೂ: 08229–222215, 222738 <box>1207 755 1361 767</box>
university-subtitle: ಮುಕ್ತಗಂಗೋತ್ರಿ, ಮೈಸೂರು–570 006 <box>1159 1621 1313 1635</box>
tender1-body: ಮೈಸೂರು ಜಿಲ್ಲೆಯ ವಿವಿಧ ತಾಲ್ಲೂಕುಗಳಲ್ಲಿ ಕೈಗೊಳ್ಳಲಾಗುವ ಕಾಮಗಾರಿಗಳಿಗೆ ಅರ್ಹ ಗುತ್ತಿಗೆದಾರರಿಂದ ಇ-ಪ್ರೊಕ್ಯೂರ್‌ಮೆಂಟ್ ಮೂಲಕ ಟೆಂಡರ್ ಆಹ್ವಾನಿಸಲಾಗಿದೆ. ಟೆಂಡರ್ ಬಿಡುಗಡೆ ದಿನಾಂಕ: 17.06.2019. ಟೆಂಡರ್ ಸಲ್ಲಿಸಲು ಕೊನೆಯ ದಿನಾಂಕ: 16.07.2019 ಸಂಜೆ 5.00 ಗಂಟೆಯವರೆಗೆ. ತಾಂತ್ರಿಕ ಬಿಡ್ ತೆರೆಯುವ ದಿನಾಂಕ: 17.07.2019 ಬೆಳಿಗ್ಗೆ 11.00 ಗಂಟೆ. ಹೆಚ್ಚಿನ ವಿವರಗಳಿಗೆ www.eproc.karnataka.gov.in ವೆಬ್‌ಸೈಟ್ ನೋಡುವುದು. <box>739 967 1089 1030</box>
table-row <box>971 1884 1459 1915</box>
exam-body: ಮೈಸೂರು, ಜೂ.15(ಆರ್‌ಕೆ)– ಕರ್ನಾಟಕ ಲೋಕ ಸೇವಾ ಆಯೋಗದಿಂದ ಎಫ್‌ಡಿಎ ಹುದ್ದೆಗಳ ಭರ್ತಿಗಾಗಿ ನಾಳೆ (ಜೂ.16) ಮೈಸೂರಿನ 52 ಕೇಂದ್ರಗಳಲ್ಲಿ ಸ್ಪರ್ಧಾತ್ಮಕ ಪರೀಕ್ಷೆ ನಡೆಯಲಿದೆ. ಪರೀಕ್ಷಾ ಕೇಂದ್ರಗಳ ಸುತ್ತ 200 ಮೀಟರ್ ವ್ಯಾಪ್ತಿಯಲ್ಲಿ ನಿಷೇಧಾಜ್ಞೆ ಜಾರಿಗೊಳಿಸಲಾಗಿದೆ. ಜೆರಾಕ್ಸ್ ಅಂಗಡಿಗಳನ್ನು ಮುಚ್ಚಲು ಸೂಚಿಸಲಾಗಿದೆ. <box>542 713 718 803</box>
public-notice-address: No 1949, 1st Main, 3rd Cross, Sharadadevi Nagar Layout, Mysore. Mob: 7676305655 <box>739 1977 940 1995</box>
registration-marks-bottom <box>174 2074 237 2091</box>
agri-headline-line-1: ಇಂದು ಅಗ್ರಿ ಗೋಲ್ಡ್ <box>204 1663 315 1682</box>
page-header <box>171 148 1463 185</box>
university-body: 2019ರಲ್ಲಿ ನಡೆಯಲಿರುವ ವಿವಿಧ ಸ್ನಾತಕ ಮತ್ತು ಸ್ನಾತಕೋತ್ತರ ಪದವಿ ಪರೀಕ್ಷೆಗಳಿಗೆ ಆನ್‌ಲೈನ್ ಮೂಲಕ ಪರೀಕ್ಷಾ ಅರ್ಜಿ ಸಲ್ಲಿಸಲು ಅವಕಾಶ ನೀಡಲಾಗಿದೆ. ವಿದ್ಯಾರ್ಥಿಗಳು ವಿಶ್ವವಿದ್ಯಾನಿಲಯದ ವೆಬ್‌ಸೈಟ್‌ನಲ್ಲಿ ಅರ್ಜಿ ಸಲ್ಲಿಸಿ ನಿಗದಿತ ಶುಲ್ಕವನ್ನು ಪಾವತಿಸಬೇಕು. ದಂಡ ಶುಲ್ಕರಹಿತ ಹಾಗೂ ದಂಡ ಶುಲ್ಕಸಹಿತ ಅರ್ಜಿ ಸಲ್ಲಿಸಲು ಕೊನೆಯ ದಿನಾಂಕಗಳನ್ನು ಕೆಳಗೆ ನೀಡಲಾಗಿದೆ. ಹೆಚ್ಚಿನ ಮಾಹಿತಿಗಾಗಿ ವೆಬ್‌ಸೈಟ್ ನೋಡುವುದು: <box>970 1692 1459 1730</box>
header-rule <box>171 187 1463 189</box>
tender1-phone: ದೂ.ಸಂ: 0821-2520195 <box>991 923 1089 933</box>
panchayat-ad <box>352 1676 726 2040</box>
forest-ad-sign: ಸಹಿ/– ಉಪ ಅರಣ್ಯ ಸಂರಕ್ಷಣಾಧಿಕಾರಿ, ಹುಣಸೂರು ವಿಭಾಗ <box>546 1458 718 1468</box>
university-dates-table <box>970 1853 1459 1932</box>
tribute-body-mid: ಅಡ್ಯಂತಾಯ ಅವರು ಶಿಷ್ಯರನ್ನು ಸಮಾನತೆಯಿಂದ ನೋಡುತ್ತಿದ್ದರು. ಅವರ ಶಿಷ್ಯರು ಇಂದು ದೇಶ ವಿದೇಶಗಳಲ್ಲಿ ಹೆಸರು ಮಾಡಿದ್ದಾರೆ. ಚಿತ್ರಕಲೆಯ ಎಲ್ಲಾ ಪ್ರಕಾರಗಳಲ್ಲಿ ಪರಿಣತಿ ಸಾಧಿಸಿದ್ದ ಅವರು ನೂರಾರು ಕಲಾಕೃತಿಗಳನ್ನು ರಚಿಸಿದ್ದರು. ಅವರ ಕಲಾಕೃತಿಗಳನ್ನು ಸಂರಕ್ಷಿಸಿ ಪ್ರದರ್ಶನ ಏರ್ಪಡಿಸಬೇಕು. ಅವರ ಹೆಸರಿನಲ್ಲಿ ಪ್ರಶಸ್ತಿ ಸ್ಥಾಪಿಸಬೇಕು ಎಂದು ಸಲಹೆ ನೀಡಿದರು. ರಂಗಕರ್ಮಿ ಮೈಮ್ ರಮೇಶ್ ಮಾತನಾಡಿ, ಕಲಾ ಮತ್ತು ರಂಗಭೂಮಿಯನ್ನು ಹತ್ತಿರ ತಂದವರು ಅಡ್ಯಂತಾಯರು ಎಂದರು. <box>921 539 1097 668</box>
page-number: ಪುಟ 5 <box>171 150 241 183</box>
